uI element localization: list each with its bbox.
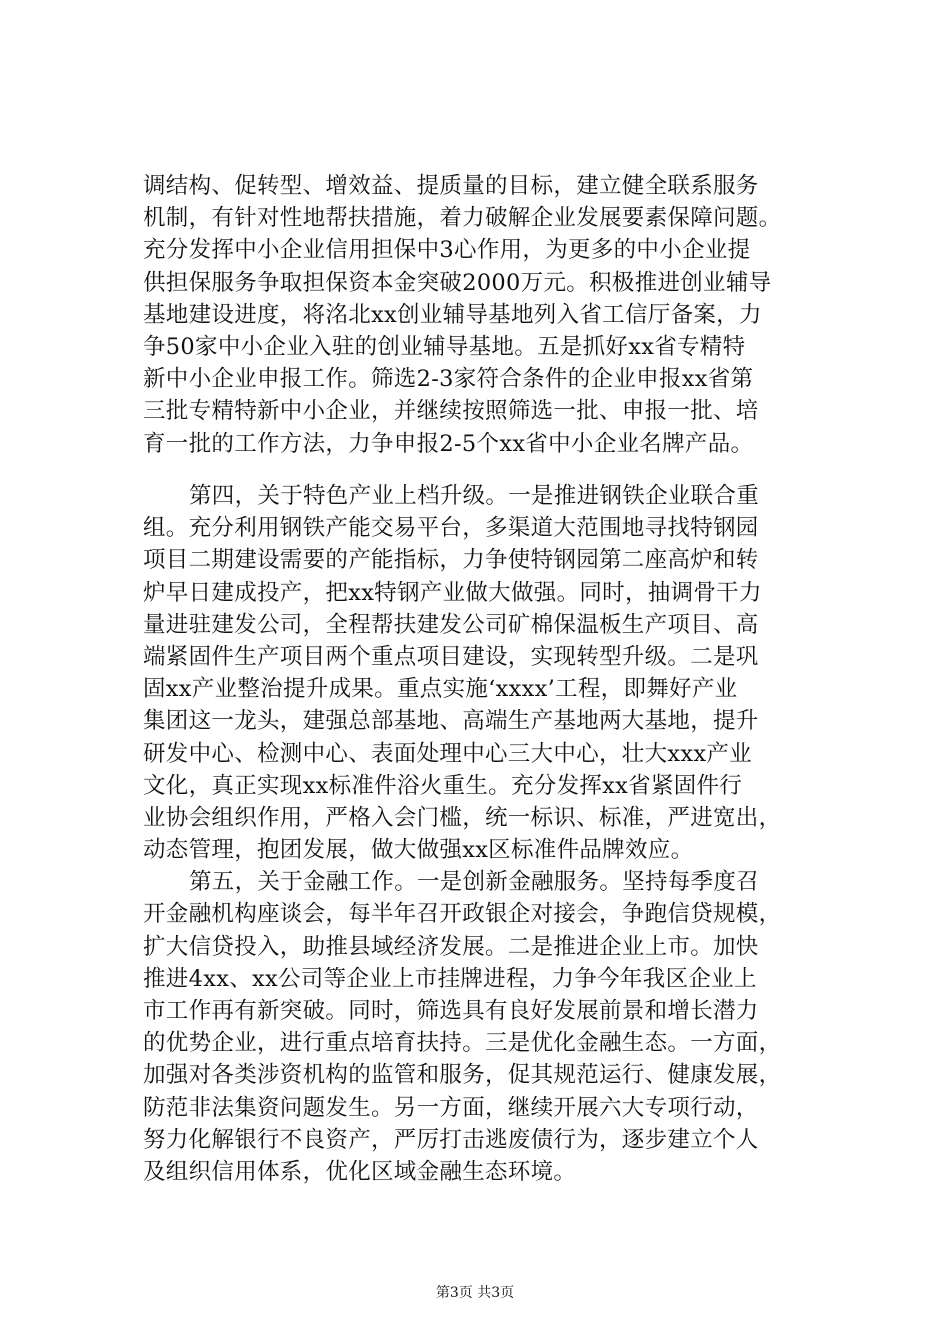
text-line: 开金融机构座谈会，每半年召开政银企对接会，争跑信贷规模， — [143, 901, 782, 928]
text-line: 调结构、促转型、增效益、提质量的目标，建立健全联系服务 — [143, 173, 759, 199]
text-line: 组。充分利用钢铁产能交易平台，多渠道大范围地寻找特钢园 — [143, 515, 759, 542]
text-line: 固xx产业整治提升成果。重点实施‘xxxx’工程，即舞好产业 — [143, 676, 738, 703]
text-line: 扩大信贷投入，助推县域经济发展。二是推进企业上市。加快 — [143, 933, 759, 960]
text-line: 三批专精特新中小企业，并继续按照筛选一批、申报一批、培 — [143, 398, 759, 425]
text-line: 及组织信用体系，优化区域金融生态环境。 — [143, 1158, 577, 1185]
text-line: 争50家中小企业入驻的创业辅导基地。五是抓好xx省专精特 — [143, 333, 746, 360]
text-line: 文化，真正实现xx标准件浴火重生。充分发挥xx省紧固件行 — [143, 772, 743, 799]
text-line: 第五，关于金融工作。一是创新金融服务。坚持每季度召 — [189, 869, 760, 896]
paragraph-industry-upgrade — [143, 480, 833, 1188]
text-line: 供担保服务争取担保资本金突破2000万元。积极推进创业辅导 — [143, 269, 772, 296]
text-line: 研发中心、检测中心、表面处理中心三大中心，壮大xxx产业 — [143, 740, 752, 767]
text-line: 炉早日建成投产，把xx特钢产业做大做强。同时，抽调骨干力 — [143, 579, 762, 606]
text-line: 项目二期建设需要的产能指标，力争使特钢园第二座高炉和转 — [143, 547, 759, 574]
text-line: 业协会组织作用，严格入会门槛，统一标识、标准，严进宽出， — [143, 804, 782, 831]
text-line: 机制，有针对性地帮扶措施，着力破解企业发展要素保障问题。 — [143, 205, 782, 232]
text-line: 育一批的工作方法，力争申报2-5个xx省中小企业名牌产品。 — [143, 430, 754, 457]
text-line: 推进4xx、xx公司等企业上市挂牌进程，力争今年我区企业上 — [143, 965, 757, 992]
text-line: 新中小企业申报工作。筛选2-3家符合条件的企业申报xx省第 — [143, 366, 754, 393]
text-line: 集团这一龙头，建强总部基地、高端生产基地两大基地，提升 — [143, 708, 759, 735]
text-line: 市工作再有新突破。同时，筛选具有良好发展前景和增长潜力 — [143, 998, 759, 1024]
page-number-footer: 第3页 共3页 — [435, 1285, 515, 1301]
text-line: 基地建设进度，将洺北xx创业辅导基地列入省工信厅备案，力 — [143, 301, 762, 328]
text-line: 端紧固件生产项目两个重点项目建设，实现转型升级。二是巩 — [143, 643, 759, 670]
text-line: 动态管理，抱团发展，做大做强xx区标准件品牌效应。 — [143, 837, 694, 864]
text-line: 努力化解银行不良资产，严厉打击逃废债行为，逐步建立个人 — [143, 1126, 759, 1153]
text-line: 充分发挥中小企业信用担保中3心作用，为更多的中小企业提 — [143, 237, 751, 264]
text-line: 第四，关于特色产业上档升级。一是推进钢铁企业联合重 — [189, 483, 760, 509]
text-line: 量进驻建发公司，全程帮扶建发公司矿棉保温板生产项目、高 — [143, 611, 759, 638]
text-line: 的优势企业，进行重点培育扶持。三是优化金融生态。一方面， — [143, 1030, 782, 1057]
paragraph-enterprise-services — [143, 170, 833, 460]
text-line: 加强对各类涉资机构的监管和服务，促其规范运行、健康发展， — [143, 1062, 782, 1089]
text-line: 防范非法集资问题发生。另一方面，继续开展六大专项行动， — [143, 1094, 759, 1121]
